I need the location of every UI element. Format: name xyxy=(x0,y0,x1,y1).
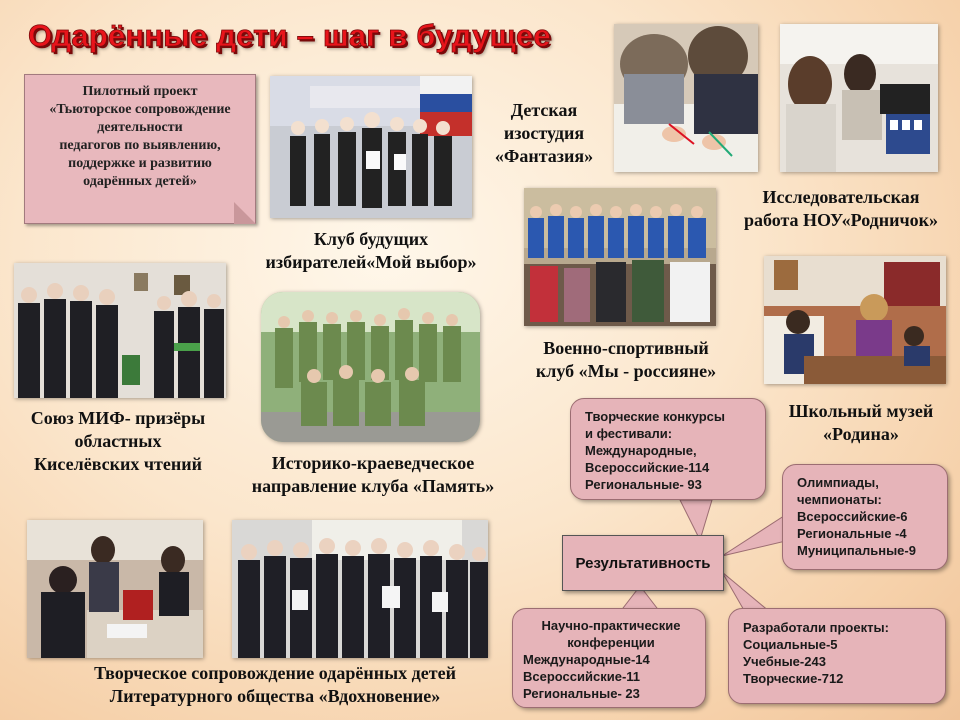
caption-line: Исследовательская xyxy=(762,187,920,207)
callout-line: Олимпиады, xyxy=(797,475,879,490)
callout-line: Учебные-243 xyxy=(743,654,826,669)
caption-line: Школьный музей xyxy=(788,401,934,421)
connector-olympiads xyxy=(722,512,790,556)
callout-line: Региональные- 23 xyxy=(523,686,640,701)
callout-line: Региональные -4 xyxy=(797,526,907,541)
pilot-line: одарённых детей» xyxy=(83,174,197,189)
callout-line: Всероссийские-114 xyxy=(585,460,710,475)
callout-line: Всероссийские-6 xyxy=(797,509,908,524)
pilot-line: педагогов по выявлению, xyxy=(59,138,221,153)
callout-conferences xyxy=(512,608,706,708)
callout-contests xyxy=(570,398,766,500)
caption-line: «Фантазия» xyxy=(494,146,594,166)
callout-line: конференции xyxy=(567,635,655,650)
results-center-label: Результативность xyxy=(575,554,711,572)
callout-olympiads xyxy=(782,464,948,570)
connector-projects xyxy=(722,572,770,612)
callout-line: Муниципальные-9 xyxy=(797,543,916,558)
caption-line: Литературного общества «Вдохновение» xyxy=(109,686,441,706)
caption-line: областных xyxy=(74,431,162,451)
results-center-box xyxy=(562,535,724,591)
caption-line: Клуб будущих xyxy=(313,229,429,249)
caption-line: Детская xyxy=(510,100,578,120)
caption-line: направление клуба «Память» xyxy=(251,476,495,496)
pilot-line: деятельности xyxy=(97,120,183,135)
callout-projects xyxy=(728,608,946,704)
pilot-line: поддержке и развитию xyxy=(68,156,212,171)
caption-line: Творческое сопровождение одарённых детей xyxy=(94,663,456,683)
caption-line: изостудия xyxy=(503,123,585,143)
caption-line: Киселёвских чтений xyxy=(34,454,202,474)
callout-line: Разработали проекты: xyxy=(743,620,889,635)
callout-line: Социальные-5 xyxy=(743,637,838,652)
caption-line: избирателей«Мой выбор» xyxy=(265,252,477,272)
callout-line: Региональные- 93 xyxy=(585,477,702,492)
callout-line: Всероссийские-11 xyxy=(523,669,641,684)
caption-line: Военно-спортивный xyxy=(543,338,709,358)
pilot-line: Пилотный проект xyxy=(82,84,198,99)
connector-contests xyxy=(680,500,712,540)
callout-line: Международные, xyxy=(585,443,697,458)
callout-line: Творческие конкурсы xyxy=(585,409,725,424)
pilot-line: «Тьюторское сопровождение xyxy=(49,102,231,117)
caption-line: Историко-краеведческое xyxy=(271,453,475,473)
caption-line: «Родина» xyxy=(823,424,899,444)
caption-line: клуб «Мы - россияне» xyxy=(535,361,717,381)
caption-line: работа НОУ«Родничок» xyxy=(743,210,939,230)
callout-line: Научно-практические xyxy=(541,618,681,633)
caption-line: Союз МИФ- призёры xyxy=(30,408,206,428)
callout-line: Творческие-712 xyxy=(743,671,844,686)
page-title: Одарённые дети – шаг в будущее xyxy=(28,18,551,53)
callout-line: чемпионаты: xyxy=(797,492,882,507)
callout-line: Международные-14 xyxy=(523,652,650,667)
callout-line: и фестивали: xyxy=(585,426,673,441)
